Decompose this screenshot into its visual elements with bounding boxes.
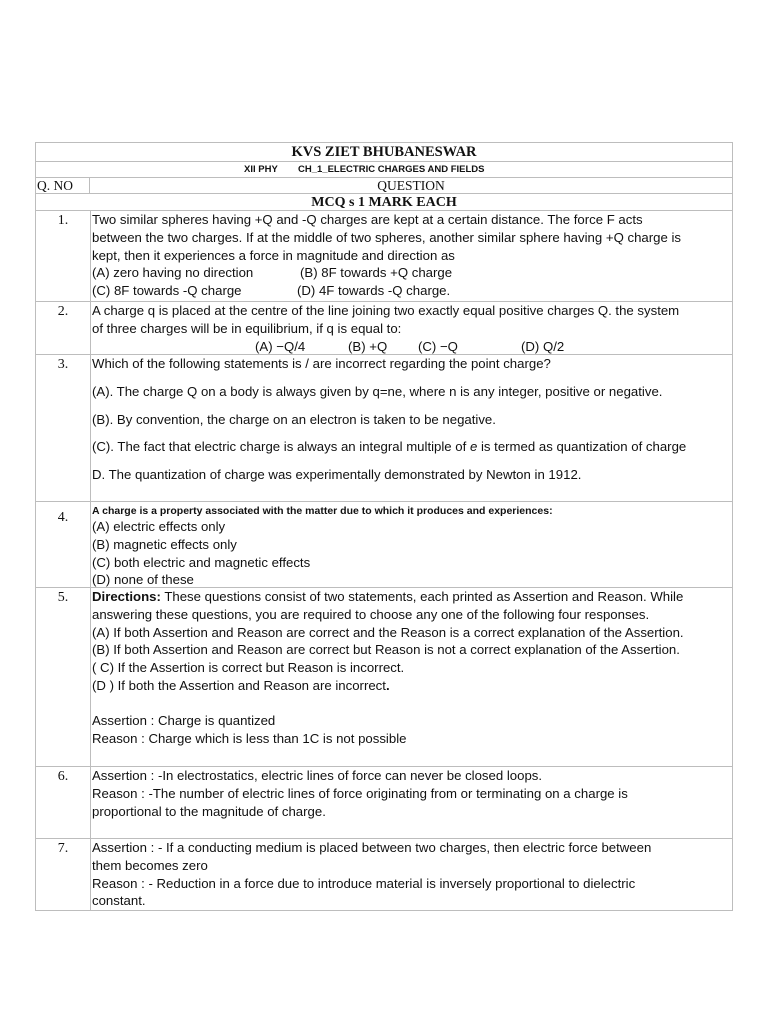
question-row: [35, 838, 733, 911]
option-d: (D) none of these: [92, 572, 194, 588]
question-row: [35, 501, 733, 587]
question-number: 2.: [36, 302, 91, 354]
question-row: [35, 210, 733, 301]
question-stem: Which of the following statements is / are incorrect regarding the point charge?: [92, 356, 551, 371]
chapter-label: CH_1_ELECTRIC CHARGES AND FIELDS: [298, 164, 485, 175]
question-row: [35, 301, 733, 354]
option-a: (A) electric effects only: [92, 519, 226, 534]
option-b: (B) 8F towards +Q charge: [300, 265, 453, 281]
statement-d: D. The quantization of charge was experimentally demonstrated by Newton in 1912.: [92, 467, 582, 483]
response-d-dot: .: [385, 677, 390, 693]
question-number: 1.: [36, 211, 91, 301]
reason-continued: proportional to the magnitude of charge.: [92, 803, 326, 819]
directions-label: Directions:: [92, 589, 161, 604]
statement-c: [92, 438, 730, 456]
section-title: MCQ s 1 MARK EACH: [311, 195, 457, 210]
question-text: [92, 211, 730, 300]
question-stem: A charge is a property associated with the matter due to which it produces and experiences:: [92, 505, 553, 517]
question-number: 7.: [36, 839, 91, 910]
response-b: (B) If both Assertion and Reason are correct but Reason is not a correct explanation of the Assertion.: [92, 642, 680, 658]
option-c: (C) both electric and magnetic effects: [92, 554, 311, 570]
question-number: 5.: [36, 588, 91, 766]
assertion: Assertion : Charge is quantized: [92, 712, 276, 728]
option-c: (C) −Q: [418, 338, 458, 354]
col-qno: Q. NO: [35, 177, 90, 194]
question-row: [35, 354, 733, 501]
question-number: 3.: [36, 355, 91, 501]
reason: Reason : Charge which is less than 1C is not possible: [92, 730, 407, 746]
assertion: Assertion : -In electrostatics, electric lines of force can never be closed loops.: [92, 768, 543, 783]
question-row: [35, 766, 733, 838]
response-d-text: (D ) If both the Assertion and Reason are incorrect: [92, 677, 386, 693]
title-row: [35, 142, 733, 161]
question-number: 4.: [36, 502, 91, 587]
option-d: (D) Q/2: [521, 338, 565, 354]
question-line: between the two charges. If at the middle of two spheres, another similar sphere having +Q charge is: [92, 229, 681, 245]
question-text: [92, 839, 730, 910]
question-line: kept, then it experiences a force in magnitude and direction as: [92, 247, 455, 263]
question-text: [92, 767, 730, 820]
col-question: QUESTION: [90, 177, 733, 194]
option-a: (A) zero having no direction: [92, 265, 254, 281]
option-a: (A) −Q/4: [255, 338, 306, 354]
reason-continued: constant.: [92, 893, 146, 909]
response-d: [92, 677, 730, 695]
statement-a: (A). The charge Q on a body is always given by q=ne, where n is any integer, positive or negative.: [92, 383, 663, 399]
statement-b: (B). By convention, the charge on an electron is taken to be negative.: [92, 411, 496, 427]
question-line: Two similar spheres having +Q and -Q charges are kept at a certain distance. The force F acts: [92, 212, 643, 227]
assertion: Assertion : - If a conducting medium is placed between two charges, then electric force between: [92, 840, 652, 855]
statement-c-text: (C). The fact that electric charge is always an integral multiple of: [92, 439, 470, 455]
question-number: 6.: [36, 767, 91, 838]
option-b: (B) magnetic effects only: [92, 536, 237, 552]
question-line: A charge q is placed at the centre of the line joining two exactly equal positive charges Q. the system: [92, 303, 680, 318]
response-c: ( C) If the Assertion is correct but Reason is incorrect.: [92, 660, 405, 676]
response-a: (A) If both Assertion and Reason are correct and the Reason is a correct explanation of the Assertion.: [92, 624, 684, 640]
option-d: (D) 4F towards -Q charge.: [297, 283, 451, 299]
question-text: [92, 504, 730, 589]
question-row: [35, 587, 733, 766]
statement-c-text-end: is termed as quantization of charge: [477, 439, 687, 455]
reason: Reason : - Reduction in a force due to introduce material is inversely proportional to dielectric: [92, 875, 636, 891]
reason: Reason : -The number of electric lines of force originating from or terminating on a charge is: [92, 785, 628, 801]
assertion-continued: them becomes zero: [92, 857, 208, 873]
subtitle-row: [35, 161, 733, 177]
school-title: KVS ZIET BHUBANESWAR: [291, 144, 477, 160]
directions-text: These questions consist of two statements, each printed as Assertion and Reason. While: [160, 589, 684, 604]
question-text: [92, 588, 730, 747]
question-text: [92, 355, 730, 484]
question-line: of three charges will be in equilibrium, if q is equal to:: [92, 320, 402, 336]
option-b: (B) +Q: [348, 338, 388, 354]
directions: [92, 588, 730, 606]
question-text: [92, 302, 730, 355]
class-label: XII PHY: [244, 164, 278, 175]
section-row: [35, 193, 733, 210]
directions-line: answering these questions, you are required to choose any one of the following four responses.: [92, 606, 650, 622]
statement-c-symbol: e: [469, 439, 478, 455]
column-header-row: [35, 177, 733, 193]
option-c: (C) 8F towards -Q charge: [92, 283, 242, 299]
